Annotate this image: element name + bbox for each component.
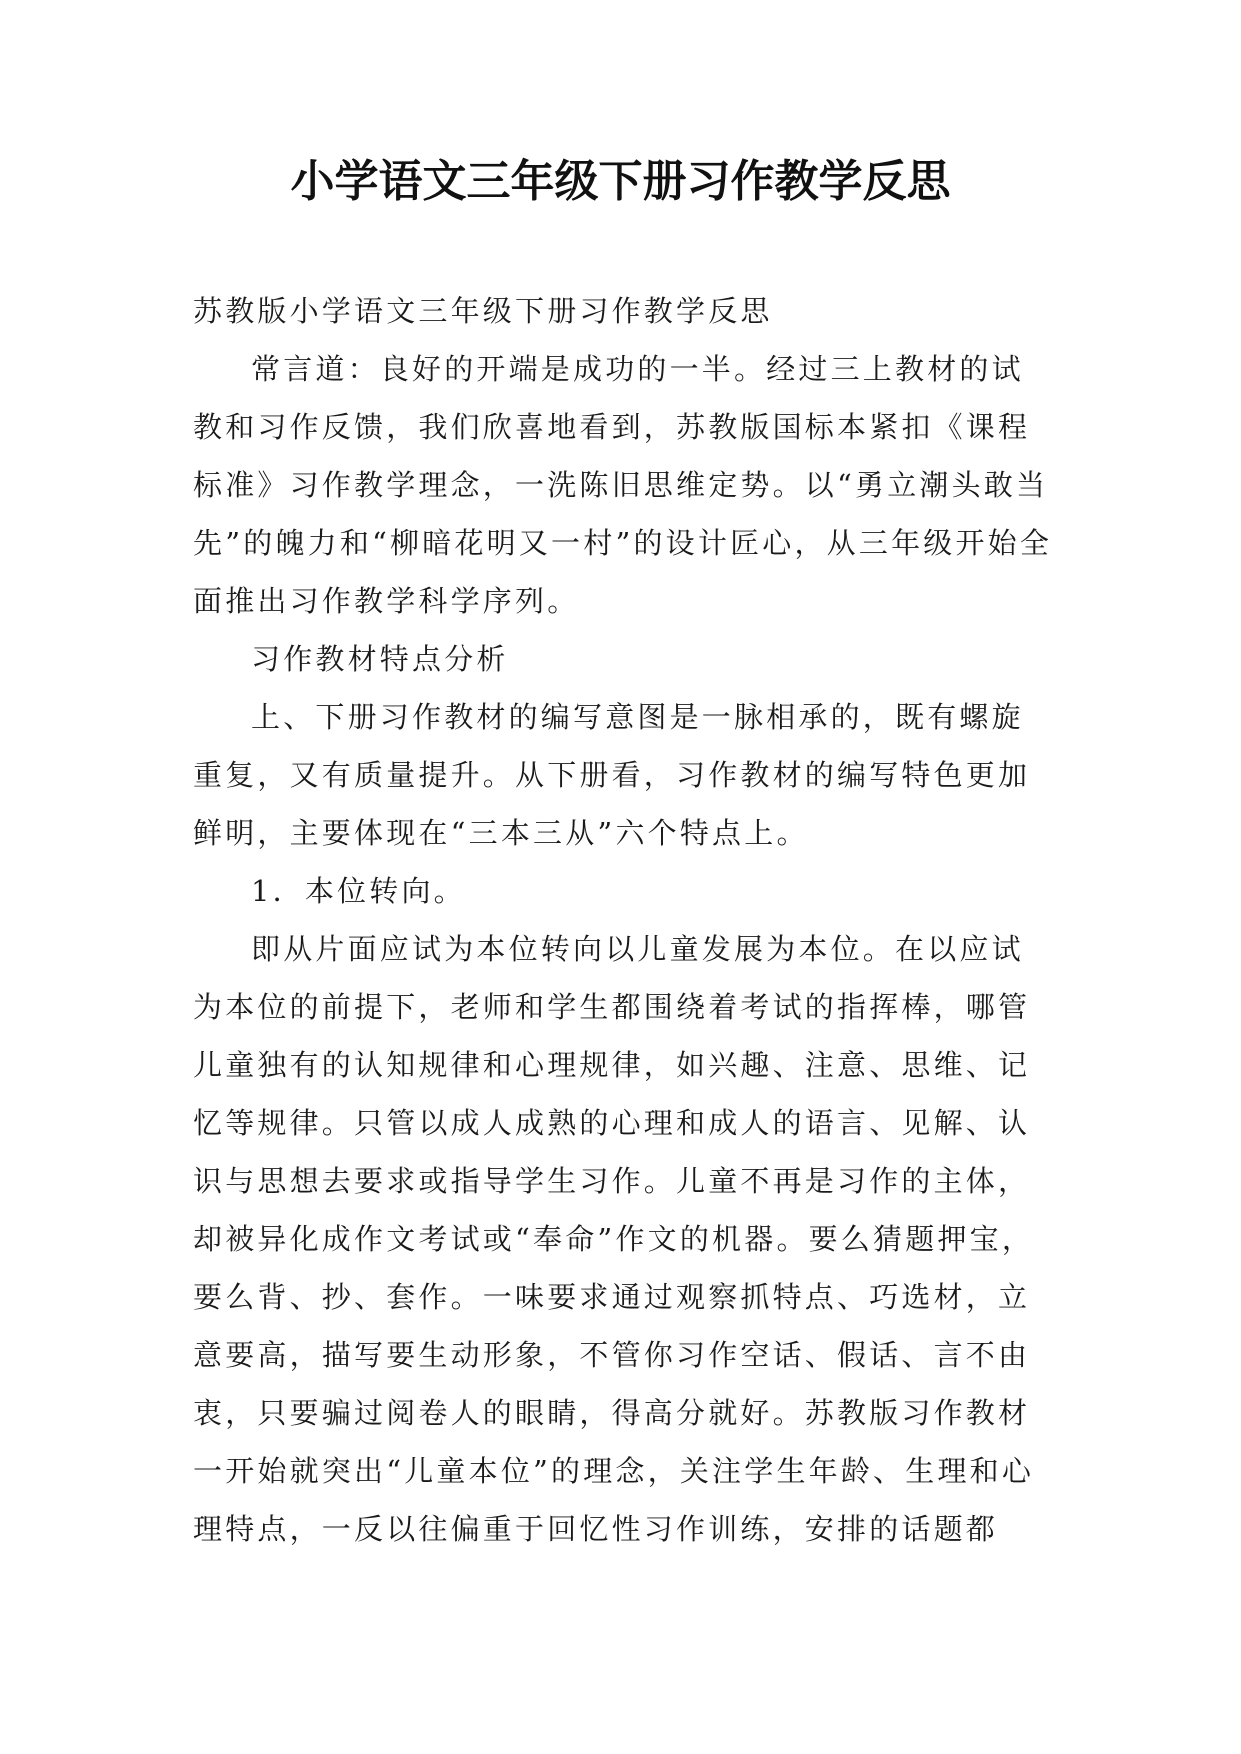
document-title: 小学语文三年级下册习作教学反思 — [290, 156, 951, 207]
subtitle-line: 苏教版小学语文三年级下册习作教学反思 — [193, 294, 773, 328]
paragraph-overview: 上、下册习作教材的编写意图是一脉相承的，既有螺旋重复，又有质量提升。从下册看，习作教材的编写特色更加鲜明，主要体现在“三本三从”六个特点上。 — [193, 700, 1031, 850]
list-item-heading: 1．本位转向。 — [251, 874, 466, 908]
paragraph-intro: 常言道：良好的开端是成功的一半。经过三上教材的试教和习作反馈，我们欣喜地看到，苏教版国标本紧扣《课程标准》习作教学理念，一洗陈旧思维定势。以“勇立潮头敢当先”的魄力和“柳暗花明又一村”的设计匠心，从三年级开始全面推出习作教学科学序列。 — [193, 352, 1053, 618]
document-body — [193, 282, 1055, 1558]
paragraph-detail: 即从片面应试为本位转向以儿童发展为本位。在以应试为本位的前提下，老师和学生都围绕着考试的指挥棒，哪管儿童独有的认知规律和心理规律，如兴趣、注意、思维、记忆等规律。只管以成人成熟的心理和成人的语言、见解、认识与思想去要求或指导学生习作。儿童不再是习作的主体，却被异化成作文考试或“奉命”作文的机器。要么猜题押宝，要么背、抄、套作。一味要求通过观察抓特点、巧选材，立意要高，描写要生动形象，不管你习作空话、假话、言不由衷，只要骗过阅卷人的眼睛，得高分就好。苏教版习作教材一开始就突出“儿童本位”的理念，关注学生年龄、生理和心理特点，一反以往偏重于回忆性习作训练，安排的话题都 — [193, 932, 1035, 1546]
section-heading: 习作教材特点分析 — [251, 642, 509, 676]
